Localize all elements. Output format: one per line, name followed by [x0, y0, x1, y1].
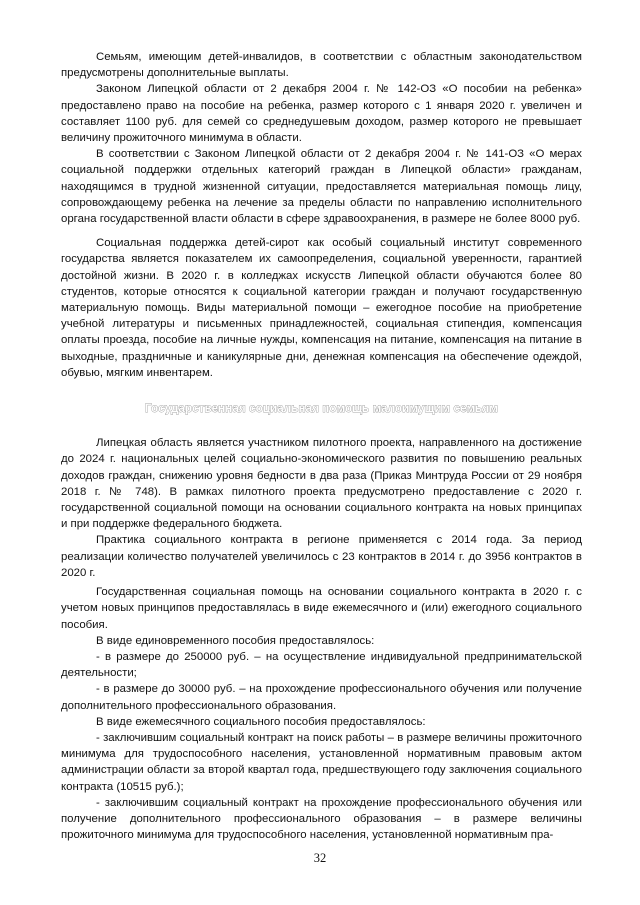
paragraph-contract-practice: Практика социального контракта в регионе применяется с 2014 года. За период реализации количество получателей увеличилось с 23 контрактов в 2014 г. до 3956 контрактов в 2020 г.	[61, 534, 582, 579]
list-item-training-monthly: - заключившим социальный контракт на прохождение профессионального обучения или получение дополнительного профессионального образования – в размере величины прожиточного минимума для трудоспособного населения, установленной нормативным пра-	[61, 796, 582, 842]
section-heading: Государственная социальная помощь малоимущим семьям	[145, 402, 498, 416]
paragraph-disabled-children: Семьям, имеющим детей-инвалидов, в соответствии с областным законодательством предусмотрены дополнительные выплаты.	[61, 51, 582, 80]
list-item-professional-training: - в размере до 30000 руб. – на прохождение профессионального обучения или получение дополнительного профессионального образования.	[61, 683, 582, 712]
paragraph-treatment-assistance: В соответствии с Законом Липецкой области от 2 декабря 2004 г. № 141-ОЗ «О мерах социальной поддержки отдельных категорий граждан в Липецкой области» гражданам, находящимся в трудной жизненной ситуации, предоставляется материальная помощь лицу, сопровождающему ребенка на лечение за пределы области по направлению исполнительного органа государственной власти области в сфере здравоохранения, в размере не более 8000 руб.	[61, 148, 582, 226]
page-number: 32	[313, 851, 327, 865]
paragraph-pilot-project: Липецкая область является участником пилотного проекта, направленного на достижение до 2024 г. национальных целей социально-экономического развития по повышению реальных доходов граждан, снижению уровня бедности в два раза (Приказ Минтруда России от 29 ноября 2018 г. № 748). В рамках пилотного проекта предусмотрено предоставление с 2020 г. государственной социальной помощи на основании социального контракта на новых принципах и при поддержке федерального бюджета.	[61, 437, 582, 531]
paragraph-lump-sum-intro: В виде единовременного пособия предоставлялось:	[96, 634, 375, 647]
paragraph-child-allowance: Законом Липецкой области от 2 декабря 2004 г. № 142-ОЗ «О пособии на ребенка» предоставлено право на пособие на ребенка, размер которого с 1 января 2020 г. увеличен и составляет 1100 руб. для семей со среднедушевым доходом, размер которого не превышает величину прожиточного минимума в области.	[61, 83, 582, 145]
paragraph-monthly-intro: В виде ежемесячного социального пособия предоставлялось:	[96, 715, 426, 728]
paragraph-social-contract-2020: Государственная социальная помощь на основании социального контракта в 2020 г. с учетом новых принципов предоставлялась в виде ежемесячного и (или) ежегодного социального пособия.	[61, 586, 582, 631]
list-item-job-search: - заключившим социальный контракт на поиск работы – в размере величины прожиточного минимума для трудоспособного населения, установленной нормативным правовым актом администрации области за второй квартал года, предшествующего году заключения социального контракта (10515 руб.);	[61, 731, 582, 793]
page-body-text	[61, 49, 582, 843]
paragraph-orphans-support: Социальная поддержка детей-сирот как особый социальный институт современного государства является показателем их самоопределения, социальной уверенности, гарантией достойной жизни. В 2020 г. в колледжах искусств Липецкой области обучаются более 80 студентов, которые относятся к социальной категории граждан и получают государственную материальную помощь. Виды материальной помощи – ежегодное пособие на приобретение учебной литературы и письменных принадлежностей, социальная стипендия, компенсация оплаты проезда, пособие на личные нужды, компенсация на питание, компенсация на питание в выходные, праздничные и каникулярные дни, денежная компенсация на обеспечение одеждой, обувью, мягким инвентарем.	[61, 237, 582, 379]
list-item-entrepreneurship: - в размере до 250000 руб. – на осуществление индивидуальной предпринимательской деятельности;	[61, 650, 582, 680]
